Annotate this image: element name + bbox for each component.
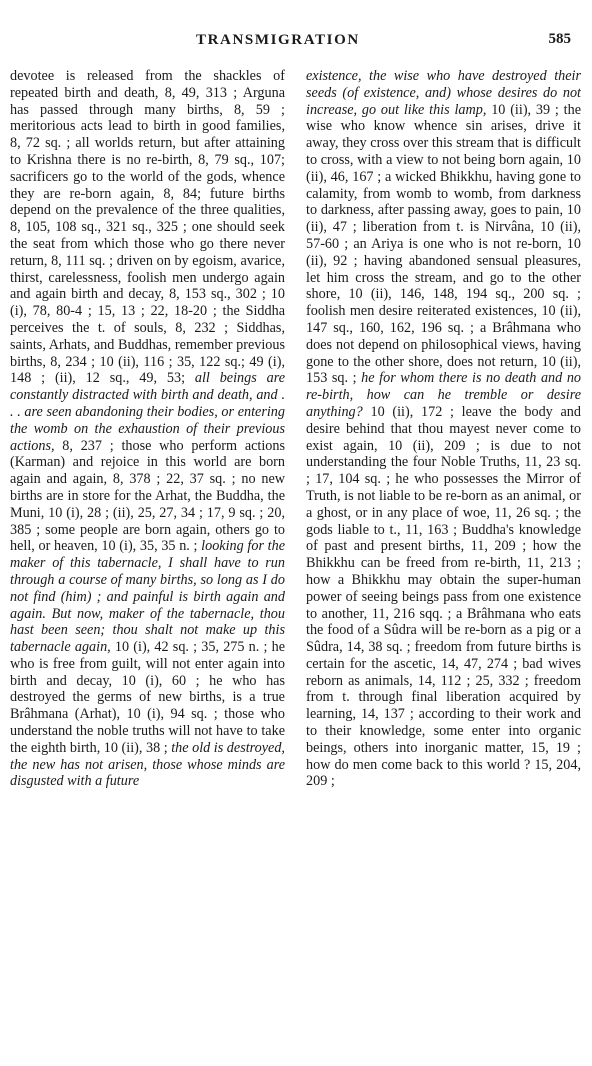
index-segment-italic: all beings are constantly distracted with birth and death, and . . . are seen abandoning their bodies, or entering the womb on the exhaustion of their previous actions,	[10, 370, 285, 454]
page-number: 585	[548, 31, 571, 47]
index-segment: 10 (ii), 39 ; the wise who know whence sin arises, drive it away, they cross over this stream that is difficult to cross, with a view to not being born again, 10 (ii), 46, 167 ; a wicked Bhikkhu, having gone to calamity, from womb to womb, from darkness to darkness, after passing away, goes to pain, 10 (ii), 47 ; liberation from t. is Nirvâna, 10 (ii), 57-60 ; an Ariya is one who is not re-born, 10 (ii), 92 ; having abandoned sensual pleasures, let him cross the stream, and go to the other shore, 10 (ii), 146, 148, 194 sq., 200 sq. ; foolish men desire reiterated existences, 10 (ii), 147 sq., 160, 162, 196 sq. ; a Brâhmana who does not depend on philosophical views, having gone to the other shore, does not return, 10 (ii), 153 sq. ;	[306, 101, 581, 387]
index-segment: devotee is released from the shackles of repeated birth and death, 8, 49, 313 ; Arguna has passed through many births, 8, 59 ; meritorious acts lead to birth in good families, 8, 72 sq. ; all worlds return, but after attaining to Krishna there is no re-birth, 8, 79 sq., 107; sacrificers go to the world of the gods, whence they are re-born again, 8, 84; future births depend on the prevalence of the three qualities, 8, 105, 108 sq., 321 sq., 325 ; one should seek the seat from which those who go there never return, 8, 111 sq. ; driven on by egoism, avarice, thirst, carelessness, foolish men undergo again and again birth and decay, 8, 153 sq., 302 ; 10 (i), 78, 80-4 ; 15, 13 ; 22, 18-20 ; the Siddha perceives the t. of souls, 8, 232 ; Siddhas, saints, Arhats, and Buddhas, remember previous births, 8, 234 ; 10 (ii), 116 ; 35, 122 sq.; 49 (i), 148 ; (ii), 12 sq., 49, 53;	[10, 68, 285, 387]
right-column	[306, 68, 581, 1058]
left-column	[10, 68, 285, 1058]
left-column-text	[10, 68, 285, 790]
running-head	[0, 29, 592, 53]
index-segment: 8, 237 ; those who perform actions (Karman) and rejoice in this world are born again and again, 8, 378 ; 22, 37 sq. ; no new births are in store for the Arhat, the Buddha, the Muni, 10 (i), 28 ; (ii), 25, 27, 34 ; 17, 9 sq. ; 20, 385 ; some people are born again, others go to hell, or heaven, 10 (i), 35, 35 n. ;	[10, 437, 285, 555]
index-segment: 10 (i), 42 sq. ; 35, 275 n. ; he who is free from guilt, will not enter again into birth and decay, 10 (i), 60 ; he who has destroyed the germs of new births, is a true Brâhmana (Arhat), 10 (i), 94 sq. ; those who understand the noble truths will not have to take the eighth birth, 10 (ii), 38 ;	[10, 639, 285, 756]
index-segment-italic: looking for the maker of this tabernacle, I shall have to run through a course of many births, so long as I do not find (him) ; and painful is birth again and again. But now, maker of the tabernacle, thou hast been seen; thou shalt not make up this tabernacle again,	[10, 538, 285, 656]
running-title: TRANSMIGRATION	[196, 32, 360, 48]
right-column-text	[306, 68, 581, 790]
index-segment-italic: he for whom there is no death and no re-birth, how can he tremble or desire anything?	[306, 370, 581, 420]
index-segment-italic: the old is destroyed, the new has not arisen, those whose minds are disgusted with a future	[10, 739, 285, 790]
index-segment: 10 (ii), 172 ; leave the body and desire behind that thou mayest never come to exist again, 10 (ii), 209 ; is due to not understanding the four Noble Truths, 11, 23 sq. ; 17, 104 sq. ; he who possesses the Mirror of Truth, is not liable to be re-born as an animal, or a ghost, or in any place of woe, 11, 26 sq. ; the gods liable to t., 11, 163 ; Buddha's knowledge of past and present births, 11, 209 ; how the Bhikkhu can be freed from re-birth, 11, 213 ; how a Bhikkhu may obtain the super-human power of seeing beings pass from one existence to another, 11, 216 sqq. ; a Brâhmana who eats the food of a Sûdra will be re-born as a pig or a Sûdra, 14, 38 sq. ; freedom from future births is certain for the ascetic, 14, 47, 274 ; bad wives reborn as animals, 14, 112 ; 25, 332 ; freedom from t. through final liberation acquired by learning, 14, 137 ; according to their work and to their knowledge, some enter into organic beings, others into inorganic matter, 15, 19 ; how do men come back to this world ? 15, 204, 209 ;	[306, 403, 581, 790]
index-segment-italic: existence, the wise who have destroyed their seeds (of existence, and) whose desires do not increase, go out like this lamp,	[306, 68, 581, 118]
